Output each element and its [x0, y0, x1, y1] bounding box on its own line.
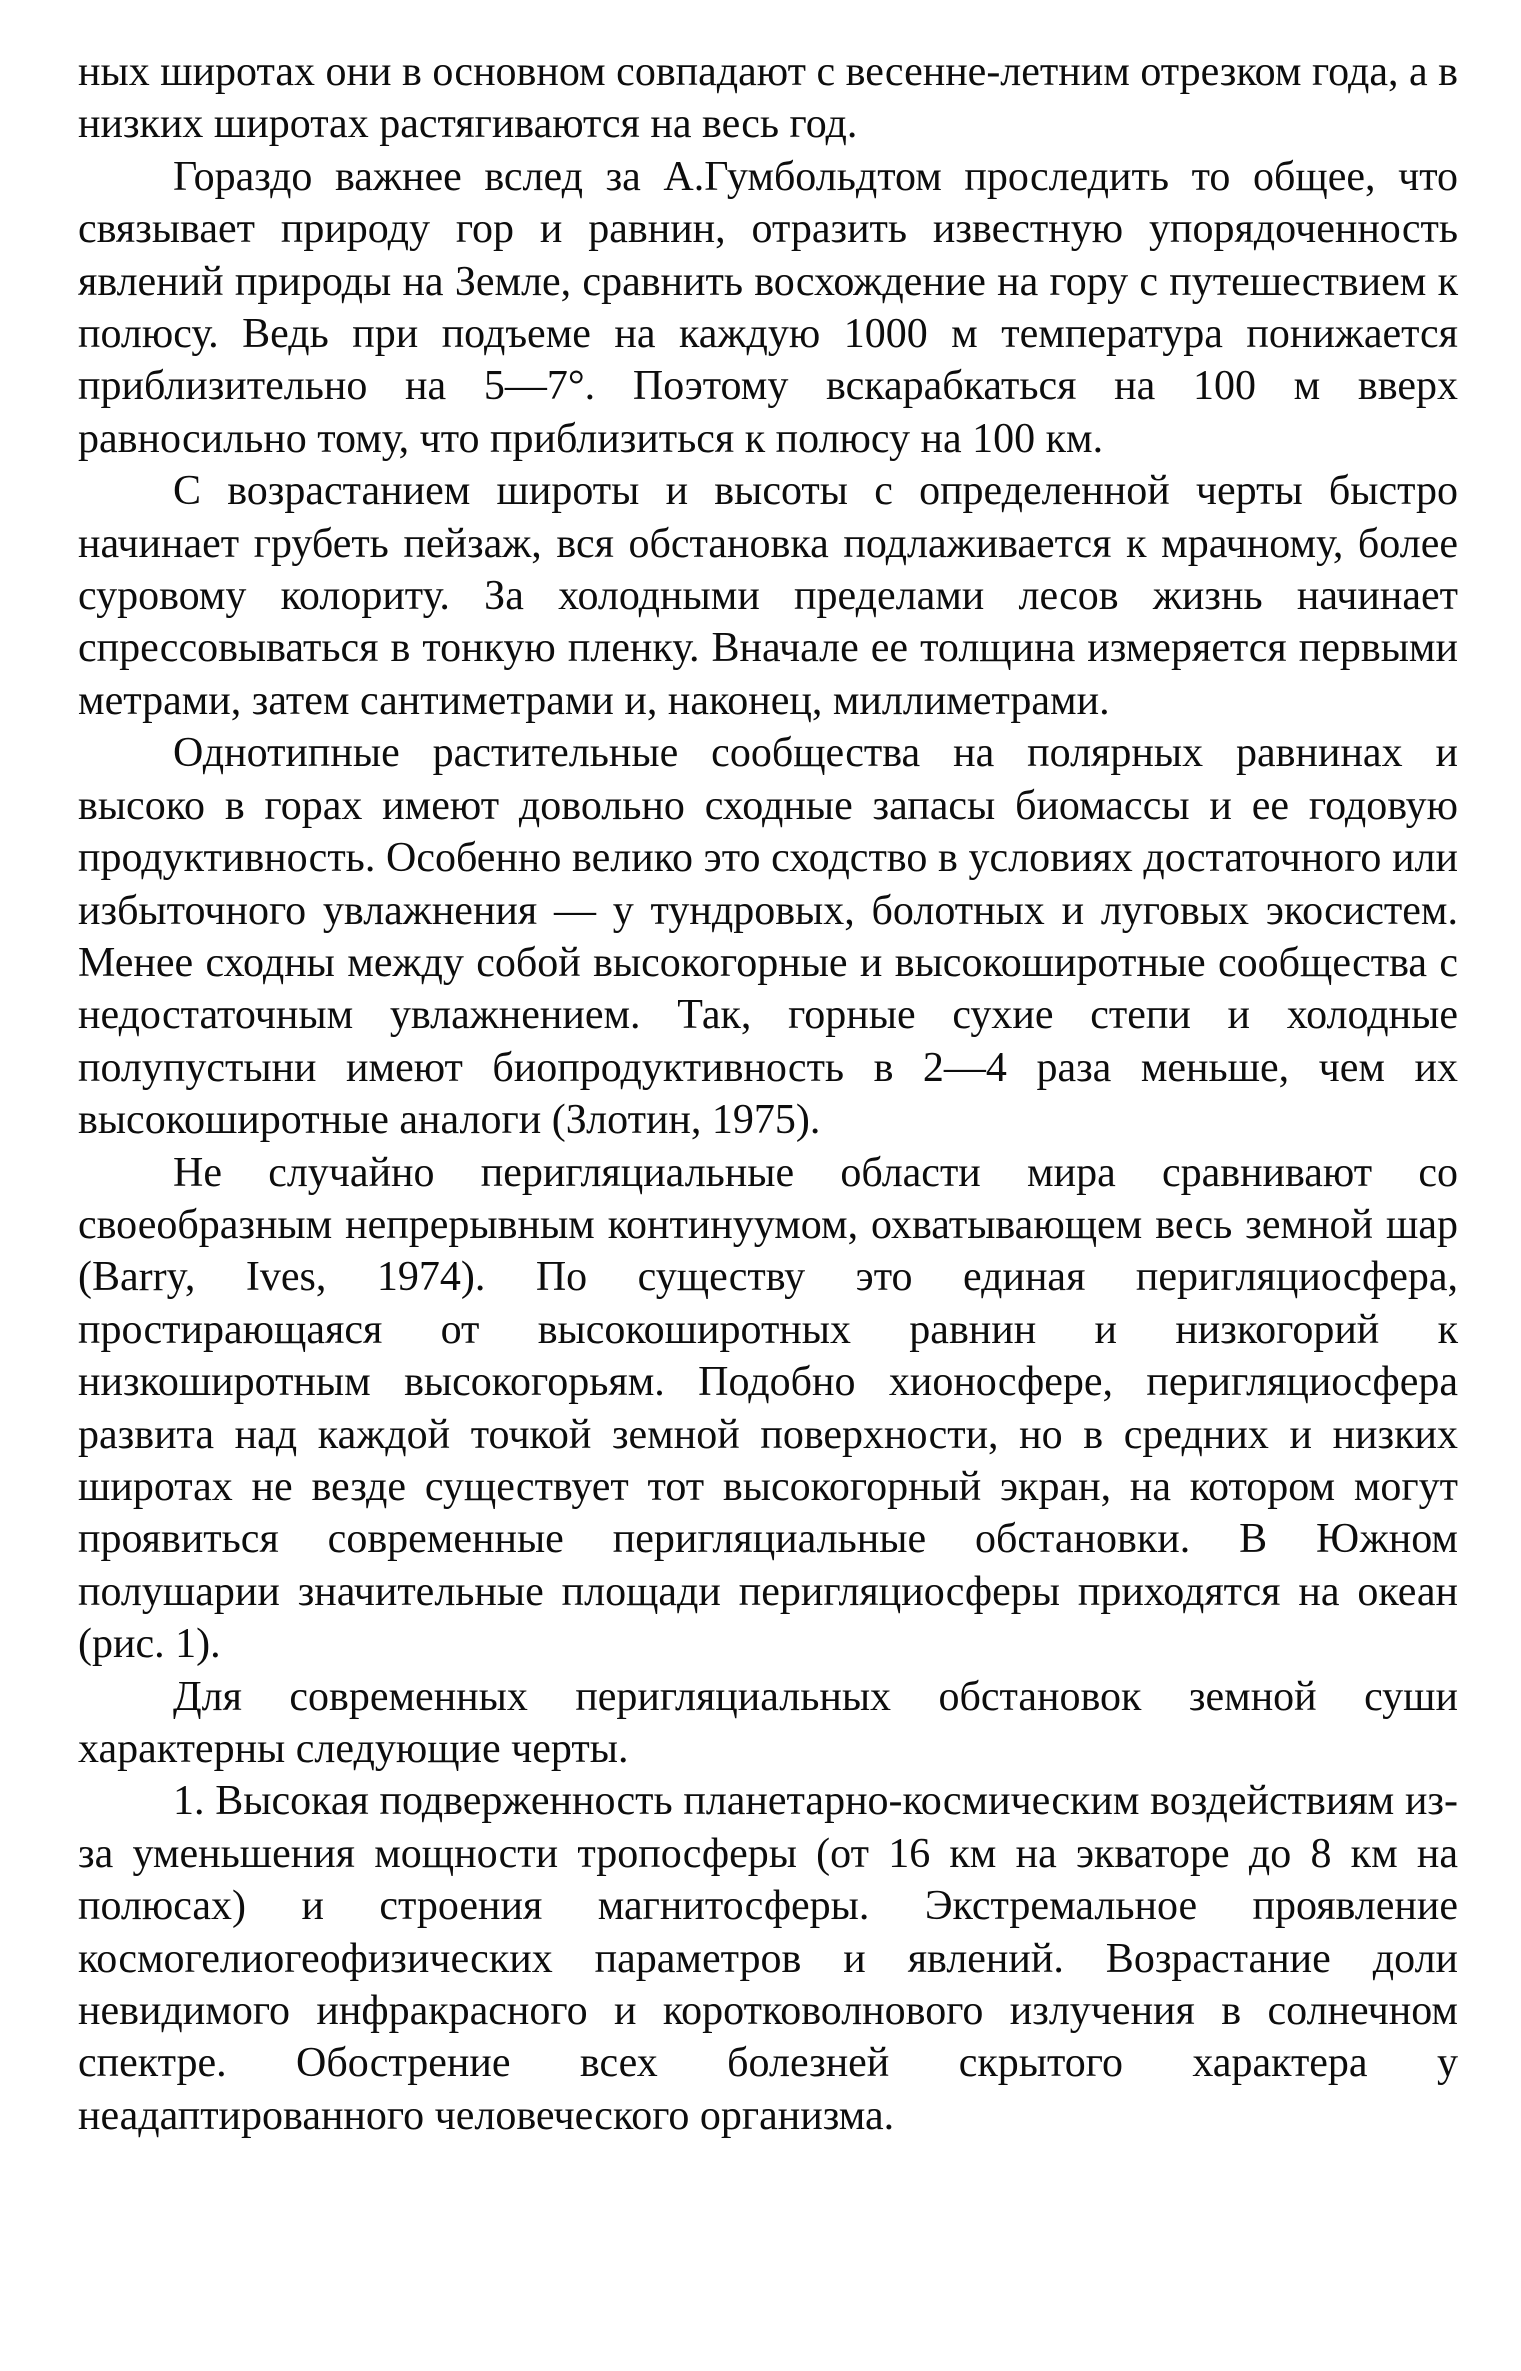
paragraph-biomass: Однотипные растительные сообщества на полярных равнинах и высоко в горах имеют довольно сходные запасы биомассы и ее годовую продуктивность. Особенно велико это сходство в условиях достаточного или избыточного увлажнения — у тундровых, болотных и луговых экосистем. Менее сходны между собой высокогорные и высокоширотные сообщества с недостаточным увлажнением. Так, горные сухие степи и холодные полупустыни имеют биопродуктивность в 2—4 раза меньше, чем их высокоширотные аналоги (Злотин, 1975). [78, 730, 1458, 1144]
paragraph-landscape: С возрастанием широты и высоты с определенной черты быстро начинает грубеть пейзаж, вся обстановка подлаживается к мрачному, более суровому колориту. За холодными пределами лесов жизнь начинает спрессовываться в тонкую пленку. Вначале ее толщина измеряется первыми метрами, затем сантиметрами и, наконец, миллиметрами. [78, 468, 1458, 724]
paragraph-feature-1: 1. Высокая подверженность планетарно-космическим воздействиям из-за уменьшения мощности тропосферы (от 16 км на экваторе до 8 км на полюсах) и строения магнитосферы. Экстремальное проявление космогелиогеофизических параметров и явлений. Возрастание доли невидимого инфракрасного и коротковолнового излучения в солнечном спектре. Обострение всех болезней скрытого характера у неадаптированного человеческого организма. [78, 1778, 1458, 2139]
paragraph-features-intro: Для современных перигляциальных обстановок земной суши характерны следующие черты. [78, 1673, 1458, 1772]
body-text [78, 46, 1458, 2142]
paragraph-continuation: ных широтах они в основном совпадают с весенне-летним отрезком года, а в низких широтах растягиваются на весь год. [78, 49, 1458, 148]
paragraph-humboldt: Гораздо важнее вслед за А.Гумбольдтом проследить то общее, что связывает природу гор и равнин, отразить известную упорядоченность явлений природы на Земле, сравнить восхождение на гору с путешествием к полюсу. Ведь при подъеме на каждую 1000 м температура понижается приблизительно на 5—7°. Поэтому вскарабкаться на 100 м вверх равносильно тому, что приблизиться к полюсу на 100 км. [78, 153, 1458, 462]
paragraph-periglaciosphere: Не случайно перигляциальные области мира сравнивают со своеобразным непрерывным континуумом, охватывающем весь земной шар (Barry, Ives, 1974). По существу это единая перигляциосфера, простирающаяся от высокоширотных равнин и низкогорий к низкоширотным высокогорьям. Подобно хионосфере, перигляциосфера развита над каждой точкой земной поверхности, но в средних и низких широтах не везде существует тот высокогорный экран, на котором могут проявиться современные перигляциальные обстановки. В Южном полушарии значительные площади перигляциосферы приходятся на океан (рис. 1). [78, 1149, 1458, 1668]
